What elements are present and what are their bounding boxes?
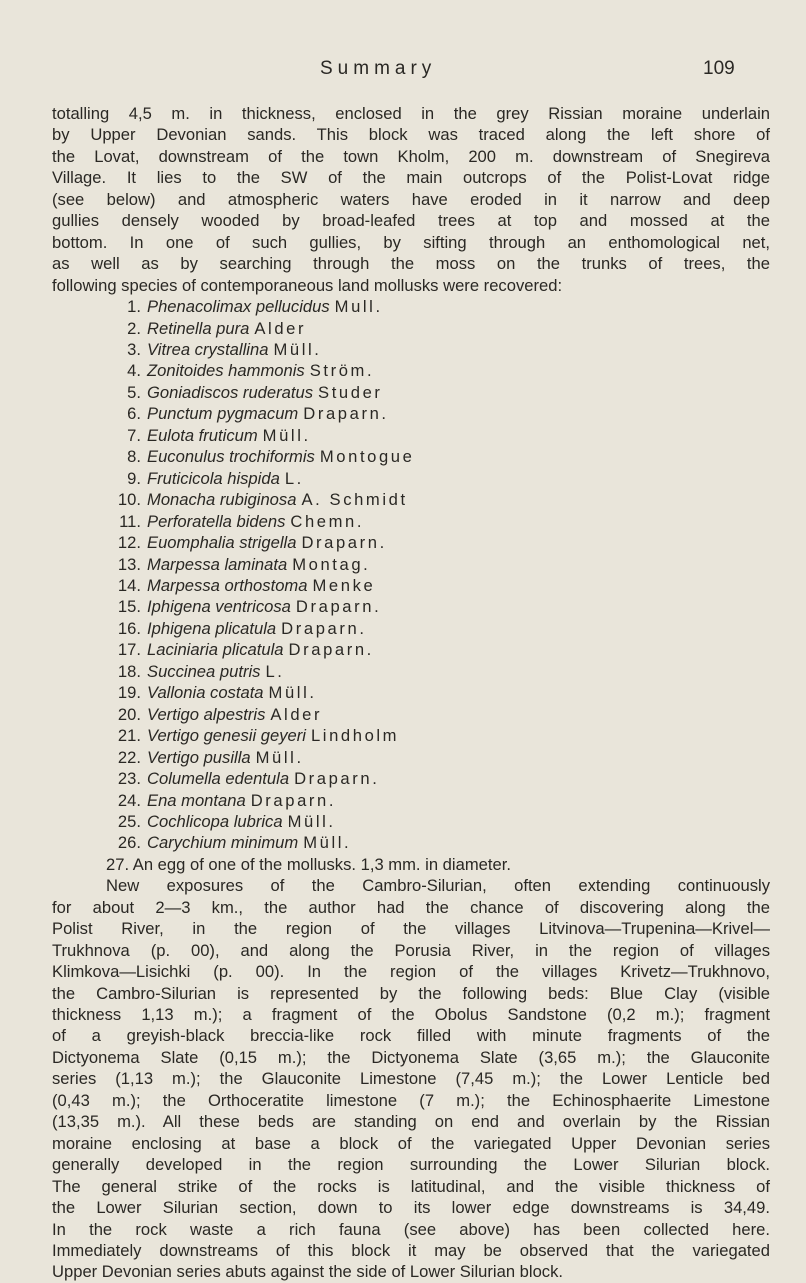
- text-line: moraine enclosing at base a block of the variegated Upper Devonian series: [52, 1133, 770, 1153]
- text-line: (0,43 m.); the Orthoceratite limestone (7 m.); the Echinosphaerite Limestone: [52, 1090, 770, 1110]
- text-line: Trukhnova (p. 00), and along the Porusia River, in the region of villages: [52, 940, 770, 960]
- text-line: Upper Devonian series abuts against the side of Lower Silurian block.: [52, 1262, 564, 1282]
- species-item: [52, 747, 770, 768]
- text-line: the Lower Silurian section, down to its lower edge downstreams is 34,49.: [52, 1198, 770, 1218]
- text-line: Immediately downstreams of this block it may be observed that the variegated: [52, 1241, 770, 1261]
- species-list: [52, 296, 770, 854]
- species-name: Succinea putris: [147, 661, 261, 681]
- species-author: Chemn.: [290, 511, 365, 531]
- species-item: [52, 425, 770, 446]
- species-item: [52, 403, 770, 424]
- species-name: Perforatella bidens: [147, 511, 286, 531]
- species-author: Lindholm: [310, 726, 400, 746]
- species-item: [52, 532, 770, 553]
- species-author: Draparn.: [288, 640, 374, 660]
- species-item: [52, 725, 770, 746]
- text-line: as well as by searching through the moss on the trunks of trees, the: [52, 254, 770, 274]
- species-number: 21.: [117, 726, 141, 746]
- species-author: Müll.: [268, 683, 317, 703]
- species-item: [52, 382, 770, 403]
- species-author: Müll.: [255, 747, 304, 767]
- running-head: Summary: [320, 58, 437, 79]
- species-number: 25.: [117, 811, 141, 831]
- species-author: Müll.: [303, 833, 352, 853]
- species-author: Montogue: [319, 447, 415, 467]
- text-line: of a greyish-black breccia-like rock filled with minute fragments of the: [52, 1026, 770, 1046]
- species-number: 10.: [117, 490, 141, 510]
- species-item: [52, 832, 770, 853]
- species-item: [52, 339, 770, 360]
- text-line: totalling 4,5 m. in thickness, enclosed in the grey Rissian moraine underlain: [52, 104, 770, 123]
- species-name: Cochlicopa lubrica: [147, 811, 283, 831]
- species-number: 1.: [127, 297, 141, 317]
- species-number: 14.: [117, 575, 141, 595]
- species-name: Vallonia costata: [147, 683, 264, 703]
- species-name: Ena montana: [147, 790, 246, 810]
- species-number: 15.: [117, 597, 141, 617]
- text-line: The general strike of the rocks is latitudinal, and the visible thickness of: [52, 1176, 770, 1196]
- species-name: Marpessa laminata: [147, 554, 288, 574]
- species-item: [52, 554, 770, 575]
- species-author: Draparn.: [301, 533, 387, 553]
- species-name: Zonitoides hammonis: [147, 361, 305, 381]
- species-name: Euomphalia strigella: [147, 533, 297, 553]
- species-name: Iphigena ventricosa: [147, 597, 291, 617]
- species-number: 4.: [127, 361, 141, 381]
- species-name: Phenacolimax pellucidus: [147, 297, 330, 317]
- species-author: Draparn.: [295, 597, 382, 617]
- species-item: [52, 704, 770, 725]
- text-line: Polist River, in the region of the villages Litvinova—Trupenina—Krivel—: [52, 919, 770, 939]
- species-author: Draparn.: [250, 790, 337, 810]
- text-line: (see below) and atmospheric waters have eroded in it narrow and deep: [52, 189, 770, 209]
- paragraph-new-exposures: [52, 875, 770, 1283]
- text-line: (13,35 m.). All these beds are standing on end and overlain by the Rissian: [52, 1112, 770, 1132]
- species-name: Vertigo alpestris: [147, 704, 266, 724]
- species-author: Draparn.: [294, 769, 380, 789]
- text-line: bottom. In one of such gullies, by sifting through an enthomological net,: [52, 232, 770, 252]
- species-name: Vertigo pusilla: [147, 747, 251, 767]
- species-author: L.: [284, 468, 304, 488]
- species-author: Mull.: [334, 297, 383, 317]
- species-number: 7.: [127, 425, 141, 445]
- species-item: [52, 446, 770, 467]
- paragraph-continued: [52, 103, 770, 296]
- body-text: [52, 103, 770, 1283]
- species-name: Laciniaria plicatula: [147, 640, 284, 660]
- species-number: 23.: [117, 769, 141, 789]
- species-number: 20.: [117, 704, 141, 724]
- species-item: [52, 682, 770, 703]
- text-line: series (1,13 m.); the Glauconite Limestone (7,45 m.); the Lower Lenticle bed: [52, 1069, 770, 1089]
- species-name: Iphigena plicatula: [147, 618, 277, 638]
- text-line: thickness 1,13 m.); a fragment of the Obolus Sandstone (0,2 m.); fragment: [52, 1005, 770, 1025]
- species-item: [52, 768, 770, 789]
- species-item: [52, 639, 770, 660]
- species-author: L.: [265, 661, 285, 681]
- text-line: by Upper Devonian sands. This block was traced along the left shore of: [52, 125, 770, 145]
- text-line: the Lovat, downstream of the town Kholm, 200 m. downstream of Snegireva: [52, 146, 770, 166]
- species-item: [52, 661, 770, 682]
- species-number: 12.: [117, 533, 141, 553]
- text-line: following species of contemporaneous land mollusks were recovered:: [52, 275, 563, 295]
- text-line: In the rock waste a rich fauna (see above) has been collected here.: [52, 1219, 770, 1239]
- species-number: 3.: [127, 339, 141, 359]
- species-author: Alder: [270, 704, 323, 724]
- text-line: gullies densely wooded by broad-leafed trees at top and mossed at the: [52, 211, 770, 231]
- species-name: Retinella pura: [147, 318, 250, 338]
- text-line: New exposures of the Cambro-Silurian, often extending continuously: [106, 876, 770, 896]
- species-item: [52, 790, 770, 811]
- species-number: 8.: [127, 447, 141, 467]
- species-number: 9.: [127, 468, 141, 488]
- species-item: [52, 575, 770, 596]
- species-number: 5.: [127, 382, 141, 402]
- species-author: Draparn.: [303, 404, 389, 424]
- list-item-egg: 27. An egg of one of the mollusks. 1,3 mm. in diameter.: [106, 854, 511, 874]
- species-number: 22.: [117, 747, 141, 767]
- species-number: 26.: [117, 833, 141, 853]
- species-item: [52, 296, 770, 317]
- species-item: [52, 318, 770, 339]
- species-author: Ström.: [309, 361, 375, 381]
- species-name: Carychium minimum: [147, 833, 299, 853]
- species-name: Columella edentula: [147, 769, 290, 789]
- species-author: Müll.: [273, 339, 322, 359]
- species-author: Müll.: [287, 811, 336, 831]
- text-line: Village. It lies to the SW of the main outcrops of the Polist-Lovat ridge: [52, 168, 770, 188]
- species-number: 16.: [117, 618, 141, 638]
- species-item: [52, 468, 770, 489]
- species-number: 18.: [117, 661, 141, 681]
- species-author: Müll.: [262, 425, 311, 445]
- page-number: 109: [703, 58, 735, 79]
- species-name: Goniadiscos ruderatus: [147, 382, 314, 402]
- species-author: Draparn.: [281, 618, 367, 638]
- species-name: Eulota fruticum: [147, 425, 258, 445]
- species-name: Vitrea crystallina: [147, 339, 269, 359]
- species-number: 6.: [127, 404, 141, 424]
- species-number: 11.: [119, 511, 141, 531]
- species-name: Punctum pygmacum: [147, 404, 299, 424]
- species-number: 2.: [127, 318, 141, 338]
- text-line: for about 2—3 km., the author had the chance of discovering along the: [52, 897, 770, 917]
- species-item: [52, 489, 770, 510]
- species-item: [52, 618, 770, 639]
- species-name: Vertigo genesii geyeri: [147, 726, 306, 746]
- species-name: Marpessa orthostoma: [147, 575, 308, 595]
- text-line: the Cambro-Silurian is represented by the following beds: Blue Clay (visible: [52, 983, 770, 1003]
- species-number: 17.: [117, 640, 141, 660]
- species-author: Montag.: [292, 554, 371, 574]
- text-line: generally developed in the region surrounding the Lower Silurian block.: [52, 1155, 770, 1175]
- species-author: Alder: [254, 318, 307, 338]
- species-name: Euconulus trochiformis: [147, 447, 315, 467]
- text-line: Klimkova—Lisichki (p. 00). In the region of the villages Krivetz—Trukhnovo,: [52, 962, 770, 982]
- species-item: [52, 596, 770, 617]
- species-item: [52, 360, 770, 381]
- species-number: 13.: [117, 554, 141, 574]
- species-item: [52, 811, 770, 832]
- species-number: 19.: [117, 683, 141, 703]
- text-line: Dictyonema Slate (0,15 m.); the Dictyonema Slate (3,65 m.); the Glauconite: [52, 1047, 770, 1067]
- species-name: Monacha rubiginosa: [147, 490, 297, 510]
- species-author: A. Schmidt: [301, 490, 408, 510]
- species-number: 24.: [117, 790, 141, 810]
- species-item: [52, 511, 770, 532]
- species-author: Studer: [318, 382, 383, 402]
- species-author: Menke: [312, 575, 376, 595]
- species-name: Fruticicola hispida: [147, 468, 280, 488]
